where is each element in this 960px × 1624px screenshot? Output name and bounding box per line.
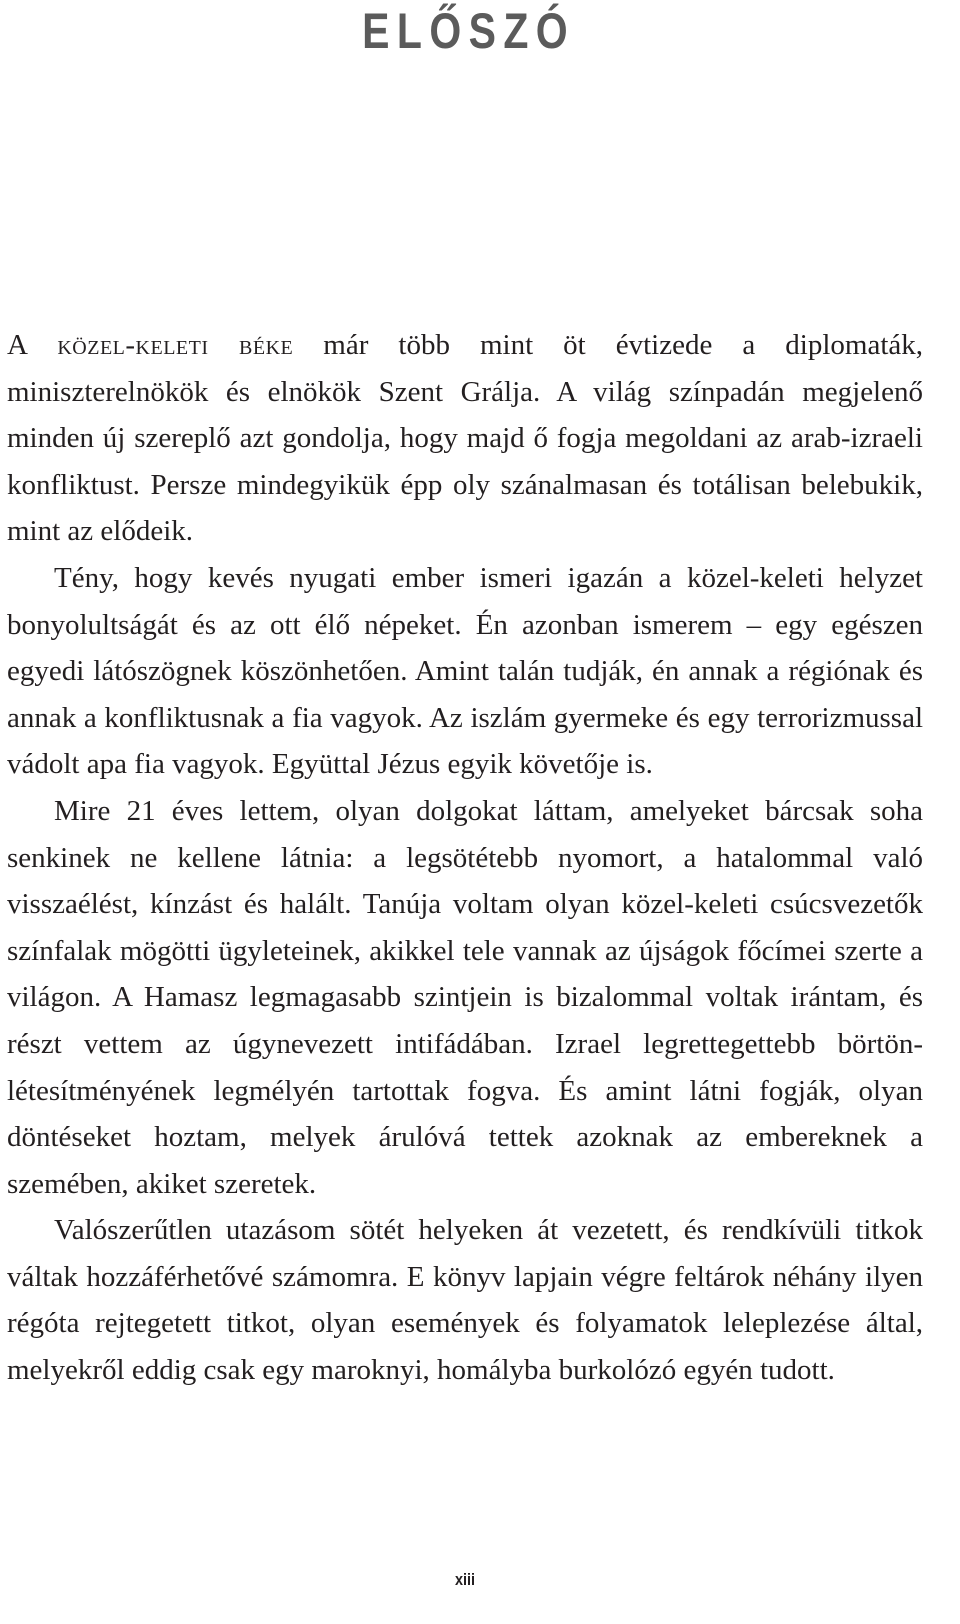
- page-number: xiii: [454, 1570, 476, 1589]
- chapter-title: ELŐSZÓ: [362, 3, 576, 59]
- paragraph-2: Tény, hogy kevés nyugati ember ismeri igazán a közel-keleti helyzet bonyolultságát és az ott élő népeket. Én azonban ismerem – egy egészen egyedi látószögnek köszönhetően. Amint talán tudják, én annak a régiónak és annak a konfliktusnak a fia vagyok. Az iszlám gyermeke és egy terrorizmussal vádolt apa fia vagyok. Együttal Jézus egyik követője is.: [7, 561, 923, 781]
- paragraph-lead-small-caps: A közel-keleti béke: [7, 329, 294, 361]
- paragraph-4: Valószerűtlen utazásom sötét helyeken át vezetett, és rendkívüli titkok váltak hozzáférhetővé számomra. E könyv lapjain végre feltárok néhány ilyen régóta rejtegetett titkot, olyan események és folyamatok leleplezése által, melyekről eddig csak egy maroknyi, homályba burkolózó egyén tudott.: [7, 1214, 923, 1387]
- paragraph-3: Mire 21 éves lettem, olyan dolgokat láttam, amelyeket bárcsak soha senkinek ne kellene látnia: a legsötétebb nyomort, a hatalommal való visszaélést, kínzást és halált. Tanúja voltam olyan közel-keleti csúcsvezetők színfalak mögötti ügyleteinek, akikkel tele vannak az újságok főcímei szerte a világon. A Hamasz legmagasabb szintjein is bizalommal voltak irántam, és részt vettem az úgynevezett intifádában. Izrael legrettegettebb börtön-létesítményének legmélyén tartottak fogva. És amint látni fogják, olyan döntéseket hoztam, melyek árulóvá tettek azoknak az embereknek a szemében, akiket szeretek.: [7, 794, 923, 1200]
- paragraph-1-text: már több mint öt évtizede a diplomaták, miniszterelnökök és elnökök Szent Grálja. A világ színpadán megjelenő minden új szereplő azt gondolja, hogy majd ő fogja megoldani az arab-izraeli konfliktust. Persze mindegyikük épp oly szánalmasan és totálisan belebukik, mint az elődeik.: [7, 329, 923, 548]
- body-text: [7, 322, 923, 1394]
- paragraph-1: [7, 322, 923, 555]
